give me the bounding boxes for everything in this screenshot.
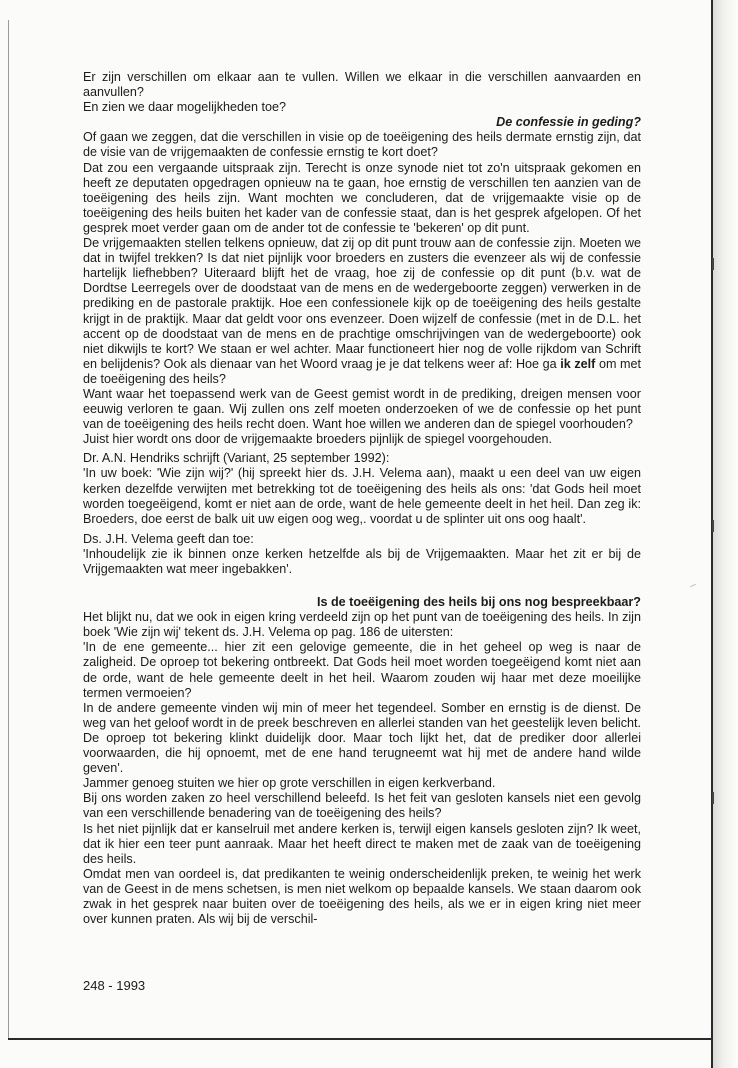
paragraph: Jammer genoeg stuiten we hier op grote verschillen in eigen kerkverband.: [83, 776, 496, 791]
page-bottom-edge: [8, 1038, 712, 1040]
quote: 'In uw boek: 'Wie zijn wij?' (hij spreekt hier ds. J.H. Velema aan), maakt u een deel van uw eigen kerken dezelfde verwijten met betrekking tot de toeëigening des heils als ons: 'dat Gods heil moet worden toegeëigend, komt er niet aan de orde, want de hele gemeente deelt in het heil. Dan zeg ik: Broeders, doe eerst de balk uit uw eigen oog weg,. voordat u de splinter uit ons oog haalt'.: [83, 466, 641, 526]
paragraph: Juist hier wordt ons door de vrijgemaakte broeders pijnlijk de spiegel voorgehouden.: [83, 432, 553, 447]
scan-mark: [690, 584, 696, 587]
emphasis-text: ik zelf: [560, 356, 596, 371]
article-body: [83, 70, 641, 927]
paragraph: Want waar het toepassend werk van de Geest gemist wordt in de prediking, dreigen mensen voor eeuwig verloren te gaan. Wij zullen ons zelf moeten onderzoeken of we de confessie op het punt van de toeëigening des heils recht doen. Want hoe willen we anderen dan de spiegel voorhouden?: [83, 386, 641, 432]
edge-tick: [712, 258, 714, 270]
quote: 'Inhoudelijk zie ik binnen onze kerken hetzelfde als bij de Vrijgemaakten. Maar het zit er bij de Vrijgemaakten wat meer ingebakken'.: [83, 546, 641, 576]
paragraph: Omdat men van oordeel is, dat predikanten te weinig onderscheidenlijk preken, te weinig het werk van de Geest in de mens schetsen, is men niet welkom op bepaalde kansels. We staan daarom ook zwak in het gesprek naar buiten over de toeëigening des heils, als we er in eigen kring niet meer over kunnen praten. Als wij bij de verschil-: [83, 866, 641, 927]
quote: 'In de ene gemeente... hier zit een gelovige gemeente, die in het geheel op weg is naar de zaligheid. De oproep tot bekering ontbreekt. Dat Gods heil moet worden toegeëigend komt niet aan de orde, want de hele gemeente deelt in het heil. Waarom zouden wij haar met deze moeilijke termen vermoeien?: [83, 640, 641, 700]
paragraph-text: om met de toeëigening des heils?: [83, 356, 642, 386]
paragraph-text: De vrijgemaakten stellen telkens opnieuw, dat zij op dit punt trouw aan de confessie zijn. Moeten we dat in twijfel trekken? Is dat niet pijnlijk voor broeders en zusters die evenzeer als wij de confessie hartelijk liefhebben? Uiteraard blijft het de vraag, hoe zij de confessie op dit punt (b.v. wat de Dordtse Leerregels over de doodstaat van de mens en de wedergeboorte zeggen) verwerken in de prediking en de pastorale praktijk. Hoe een confessionele kijk op de toeëigening des heils gestalte krijgt in de praktijk. Maar dat geldt voor ons evenzeer. Doen wijzelf de confessie (met in de D.L. het accent op de doodstaat van de mens en de prachtige omschrijvingen van de wedergeboorte) ook niet dikwijls te kort? We staan er wel achter. Maar functioneert hier nog de volle rijkdom van Schrift en belijdenis? Ook als dienaar van het Woord vraag je je dat telkens weer af: Hoe ga: [83, 236, 641, 371]
paragraph: Of gaan we zeggen, dat die verschillen in visie op de toeëigening des heils dermate ernstig zijn, dat de visie van de vrijgemaakten de confessie ernstig te kort doet?: [83, 130, 641, 160]
page-left-edge: [8, 20, 9, 1038]
edge-tick: [712, 792, 714, 804]
paragraph: En zien we daar mogelijkheden toe?: [83, 100, 287, 115]
section-heading: Is de toeëigening des heils bij ons nog bespreekbaar?: [316, 595, 641, 610]
paragraph: Het blijkt nu, dat we ook in eigen kring verdeeld zijn op het punt van de toeëigening des heils. In zijn boek 'Wie zijn wij' tekent ds. J.H. Velema op pag. 186 de uitersten:: [83, 610, 641, 640]
paragraph: Dat zou een vergaande uitspraak zijn. Terecht is onze synode niet tot zo'n uitspraak gekomen en heeft ze deputaten opgedragen opnieuw na te gaan, hoe ernstig de verschillen ten aanzien van de toeëigening des heils zijn. Want mochten we concluderen, dat de vrijgemaakte visie op de toeëigening des heils buiten het kader van de confessie staat, dan is het gesprek afgelopen. Of het gesprek moet verder gaan om de ander tot de confessie te 'bekeren' op dit punt.: [83, 160, 641, 235]
paragraph: Dr. A.N. Hendriks schrijft (Variant, 25 september 1992):: [83, 451, 390, 466]
page-right-edge: [711, 0, 738, 1068]
quote: In de andere gemeente vinden wij min of meer het tegendeel. Somber en ernstig is de dienst. De weg van het geloof wordt in de preek beschreven en allerlei standen van het geestelijk leven belicht. De oproep tot bekering klinkt duidelijk door. Maar toch lijkt het, dat de prediker door allerlei voorwaarden, die hij opnoemt, met de ene hand terugneemt wat hij met de andere hand wilde geven'.: [83, 700, 641, 776]
paragraph: Er zijn verschillen om elkaar aan te vullen. Willen we elkaar in die verschillen aanvaarden en aanvullen?: [83, 70, 641, 100]
edge-tick: [712, 520, 714, 532]
paragraph: [83, 236, 641, 387]
paragraph: Ds. J.H. Velema geeft dan toe:: [83, 531, 254, 546]
paragraph: Is het niet pijnlijk dat er kanselruil met andere kerken is, terwijl eigen kansels gesloten zijn? Ik weet, dat ik hier een teer punt aanraak. Maar het heeft direct te maken met de zaak van de toeëigening des heils.: [83, 821, 641, 866]
page-number: 248 - 1993: [83, 978, 146, 993]
paragraph: Bij ons worden zaken zo heel verschillend beleefd. Is het feit van gesloten kansels niet een gevolg van een verschillende benadering van de toeëigening des heils?: [83, 791, 641, 821]
section-heading: De confessie in geding?: [496, 115, 641, 130]
